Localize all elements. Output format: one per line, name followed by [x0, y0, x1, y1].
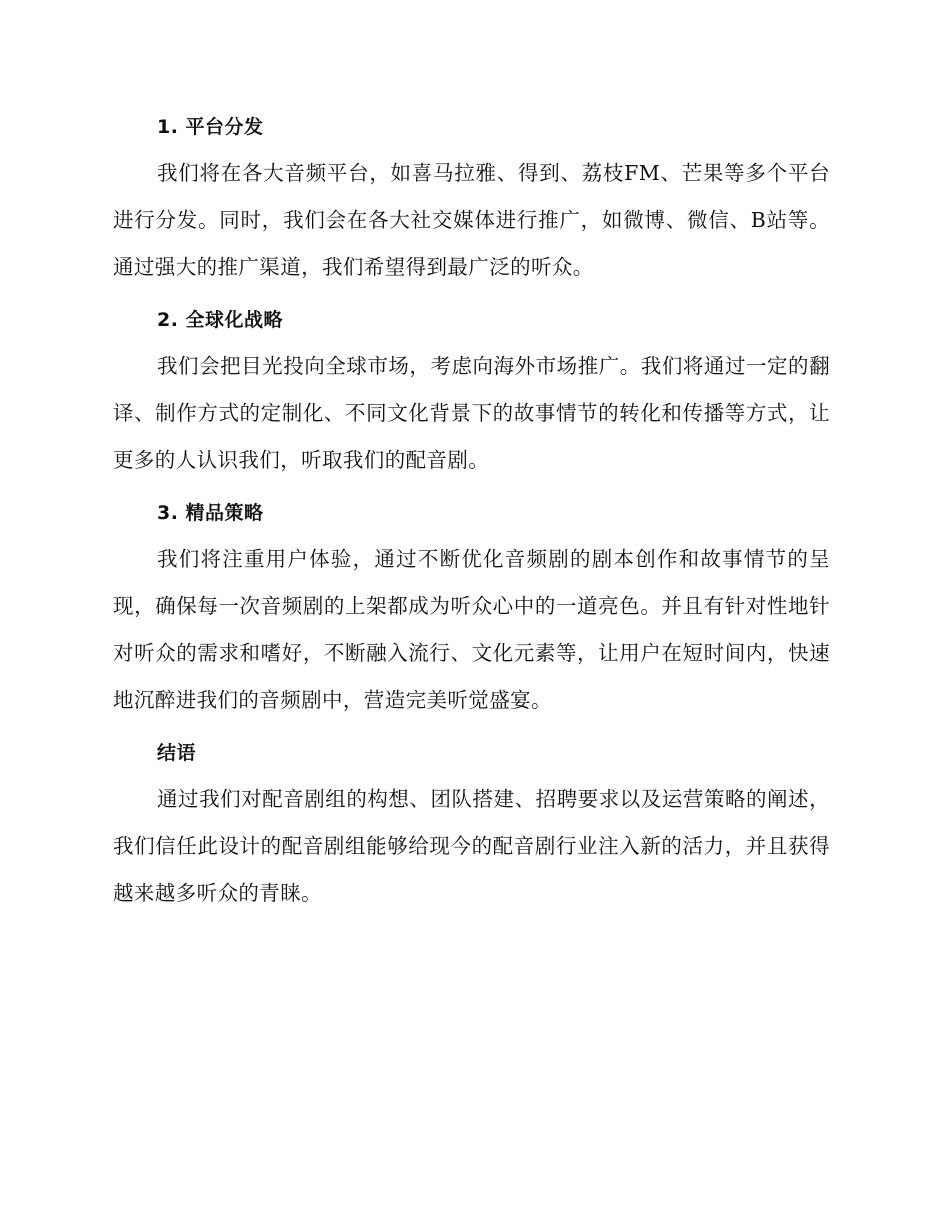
- section-heading-global-strategy: 2. 全球化战略: [157, 309, 284, 331]
- section-paragraph-platform-distribution: 我们将在各大音频平台，如喜马拉雅、得到、荔枝FM、芒果等多个平台进行分发。同时，我们会在各大社交媒体进行推广，如微博、微信、B站等。通过强大的推广渠道，我们希望得到最广泛的听众。: [113, 161, 830, 279]
- section-paragraph-quality-strategy: 我们将注重用户体验，通过不断优化音频剧的剧本创作和故事情节的呈现，确保每一次音频剧的上架都成为听众心中的一道亮色。并且有针对性地针对听众的需求和嗜好，不断融入流行、文化元素等，让用户在短时间内，快速地沉醉进我们的音频剧中，营造完美听觉盛宴。: [113, 547, 830, 712]
- section-paragraph-global-strategy: 我们会把目光投向全球市场，考虑向海外市场推广。我们将通过一定的翻译、制作方式的定制化、不同文化背景下的故事情节的转化和传播等方式，让更多的人认识我们，听取我们的配音剧。: [113, 354, 830, 472]
- document-body: [113, 104, 830, 923]
- section-heading-conclusion: 结语: [157, 742, 197, 764]
- section-heading-quality-strategy: 3. 精品策略: [157, 502, 264, 524]
- section-paragraph-conclusion: 通过我们对配音剧组的构想、团队搭建、招聘要求以及运营策略的阐述，我们信任此设计的配音剧组能够给现今的配音剧行业注入新的活力，并且获得越来越多听众的青睐。: [113, 787, 830, 905]
- section-heading-platform-distribution: 1. 平台分发: [157, 116, 264, 138]
